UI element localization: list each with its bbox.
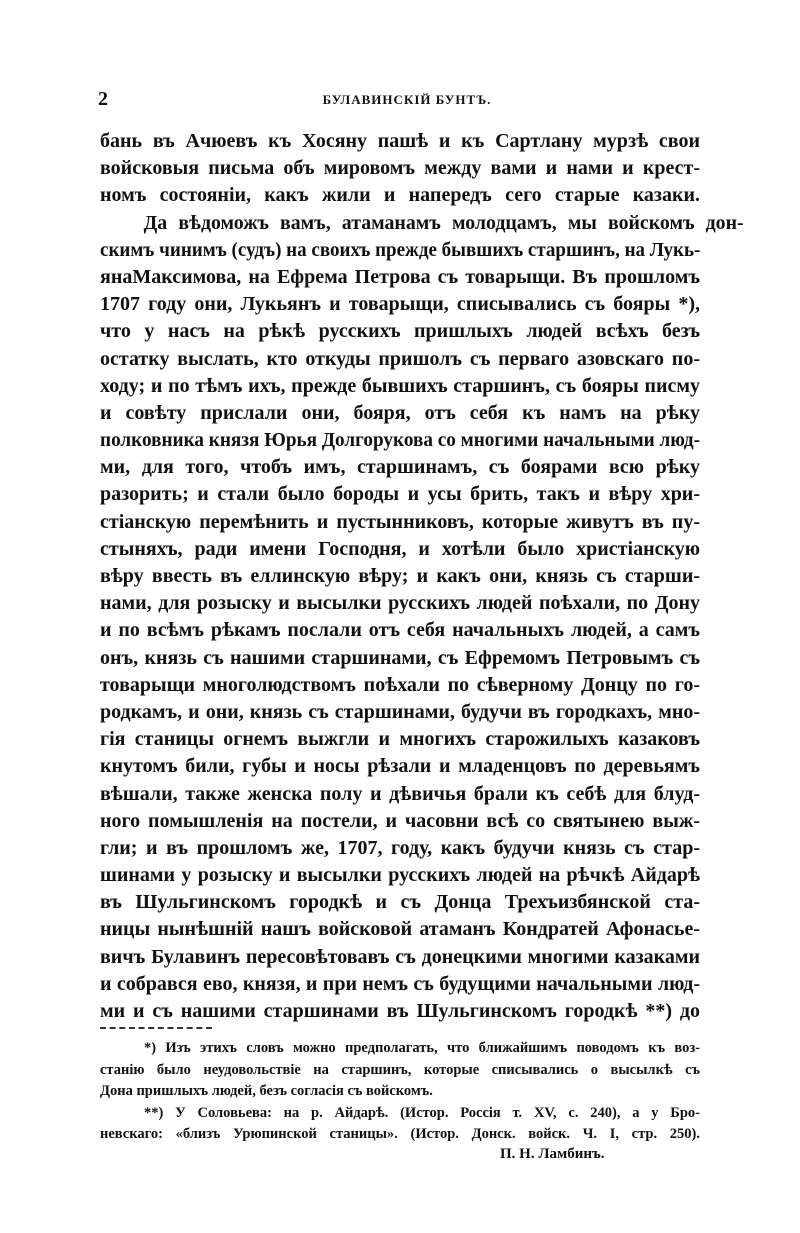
footnote-divider	[100, 1027, 212, 1029]
running-title: БУЛАВИНСКІЙ БУНТЪ.	[322, 92, 492, 107]
text-line: стыняхъ, ради имени Господня, и хотѣли было христіанскую	[100, 537, 700, 560]
text-line: ницы нынѣшній нашъ войсковой атаманъ Кондратей Афонасье-	[100, 918, 700, 941]
text-line: ми, для того, чтобъ имъ, старшинамъ, съ боярами всю рѣку	[100, 456, 700, 479]
text-line: бань въ Ачюевъ къ Хосяну пашѣ и къ Сартлану мурзѣ свои	[100, 130, 700, 152]
text-line: родкамъ, и они, князь съ старшинами, будучи въ городкахъ, мно-	[100, 700, 700, 723]
text-line: разорить; и стали было бороды и усы брить, такъ и вѣру хри-	[100, 483, 700, 506]
text-line: онъ, князь съ нашими старшинами, съ Ефремомъ Петровымъ съ	[100, 646, 700, 669]
text-line: войсковыя письма объ мировомъ между вами и нами и крест-	[100, 157, 700, 180]
text-line: и совѣту прислали они, бояря, отъ себя къ намъ на рѣку	[100, 401, 700, 424]
text-line: вѣру ввесть въ еллинскую вѣру; и какъ они, князь съ старши-	[100, 565, 700, 587]
text-line: ходу; и по тѣмъ ихъ, прежде бывшихъ старшинъ, съ бояры писму	[100, 374, 700, 397]
footnote-line: Дона пришлыхъ людей, безъ согласія съ войскомъ.	[100, 1083, 433, 1100]
text-line: вѣшали, также женска полу и дѣвичья брали къ себѣ для блуд-	[100, 782, 700, 805]
text-line: товарыщи многолюдствомъ поѣхали по сѣверному Донцу по го-	[100, 673, 700, 696]
text-line: и собрався ево, князя, и при немъ съ будущими начальными люд-	[100, 972, 700, 995]
footnotes	[100, 1038, 700, 1146]
text-line: номъ состояніи, какъ жили и напередъ сего старые казаки.	[100, 184, 700, 207]
footnote-line: **) У Соловьева: на р. Айдарѣ. (Истор. Россія т. XV, с. 240), а у Бро-	[144, 1104, 700, 1121]
text-line: скимъ чинимъ (судъ) на своихъ прежде бывшихъ старшинъ, на Лукь-	[100, 238, 701, 261]
text-line: ного помышленія на постели, и часовни всѣ со святынею выж-	[100, 809, 700, 832]
text-line: стіанскую перемѣнить и пустынниковъ, которые живутъ въ пу-	[100, 510, 700, 533]
text-line: вичъ Булавинъ пересовѣтовавъ съ донецкими многими казаками	[100, 945, 700, 968]
text-line: Да вѣдоможъ вамъ, атаманамъ молодцамъ, мы войскомъ дон-	[143, 211, 744, 234]
text-line: 1707 году они, Лукьянъ и товарыщи, списывались съ бояры *),	[100, 293, 700, 316]
text-line: кнутомъ били, губы и носы рѣзали и младенцовъ по деревьямъ	[100, 755, 700, 778]
text-line: шинами у розыску и высылки русскихъ людей на рѣчкѣ Айдарѣ	[100, 864, 700, 887]
page-number: 2	[98, 88, 108, 110]
footnote-line: *) Изъ этихъ словъ можно предполагать, что ближайшимъ поводомъ къ воз-	[144, 1040, 700, 1056]
signature: П. Н. Ламбинъ.	[500, 1146, 605, 1162]
text-line: нами, для розыску и высылки русскихъ людей поѣхали, по Дону	[100, 592, 700, 615]
text-line: полковника князя Юрья Долгорукова со многими начальными люд-	[100, 429, 700, 452]
text-line: гли; и въ прошломъ же, 1707, году, какъ будучи князь съ стар-	[100, 836, 700, 859]
text-line: и по всѣмъ рѣкамъ послали отъ себя начальныхъ людей, а самъ	[100, 619, 700, 642]
text-line: гія станицы огнемъ выжгли и многихъ старожилыхъ казаковъ	[100, 728, 700, 751]
footnote-line: станію было неудовольствіе на старшинъ, которые списывались о высылкѣ съ	[100, 1061, 700, 1078]
text-line: что у насъ на рѣкѣ русскихъ пришлыхъ людей всѣхъ безъ	[100, 320, 700, 343]
text-line: ми и съ нашими старшинами въ Шульгинскомъ городкѣ **) до	[100, 1000, 700, 1022]
text-line: остатку выслать, кто откуды пришолъ съ перваго азовскаго по-	[100, 347, 700, 370]
footnote-line: невскаго: «близъ Урюпинской станицы». (Истор. Донск. войск. Ч. I, стр. 250).	[100, 1126, 700, 1143]
text-line: янаМаксимова, на Ефрема Петрова съ товарыщи. Въ прошломъ	[100, 265, 700, 288]
text-line: въ Шульгинскомъ городкѣ и съ Донца Трехъизбянской ста-	[100, 891, 700, 914]
body-text	[100, 128, 744, 1025]
